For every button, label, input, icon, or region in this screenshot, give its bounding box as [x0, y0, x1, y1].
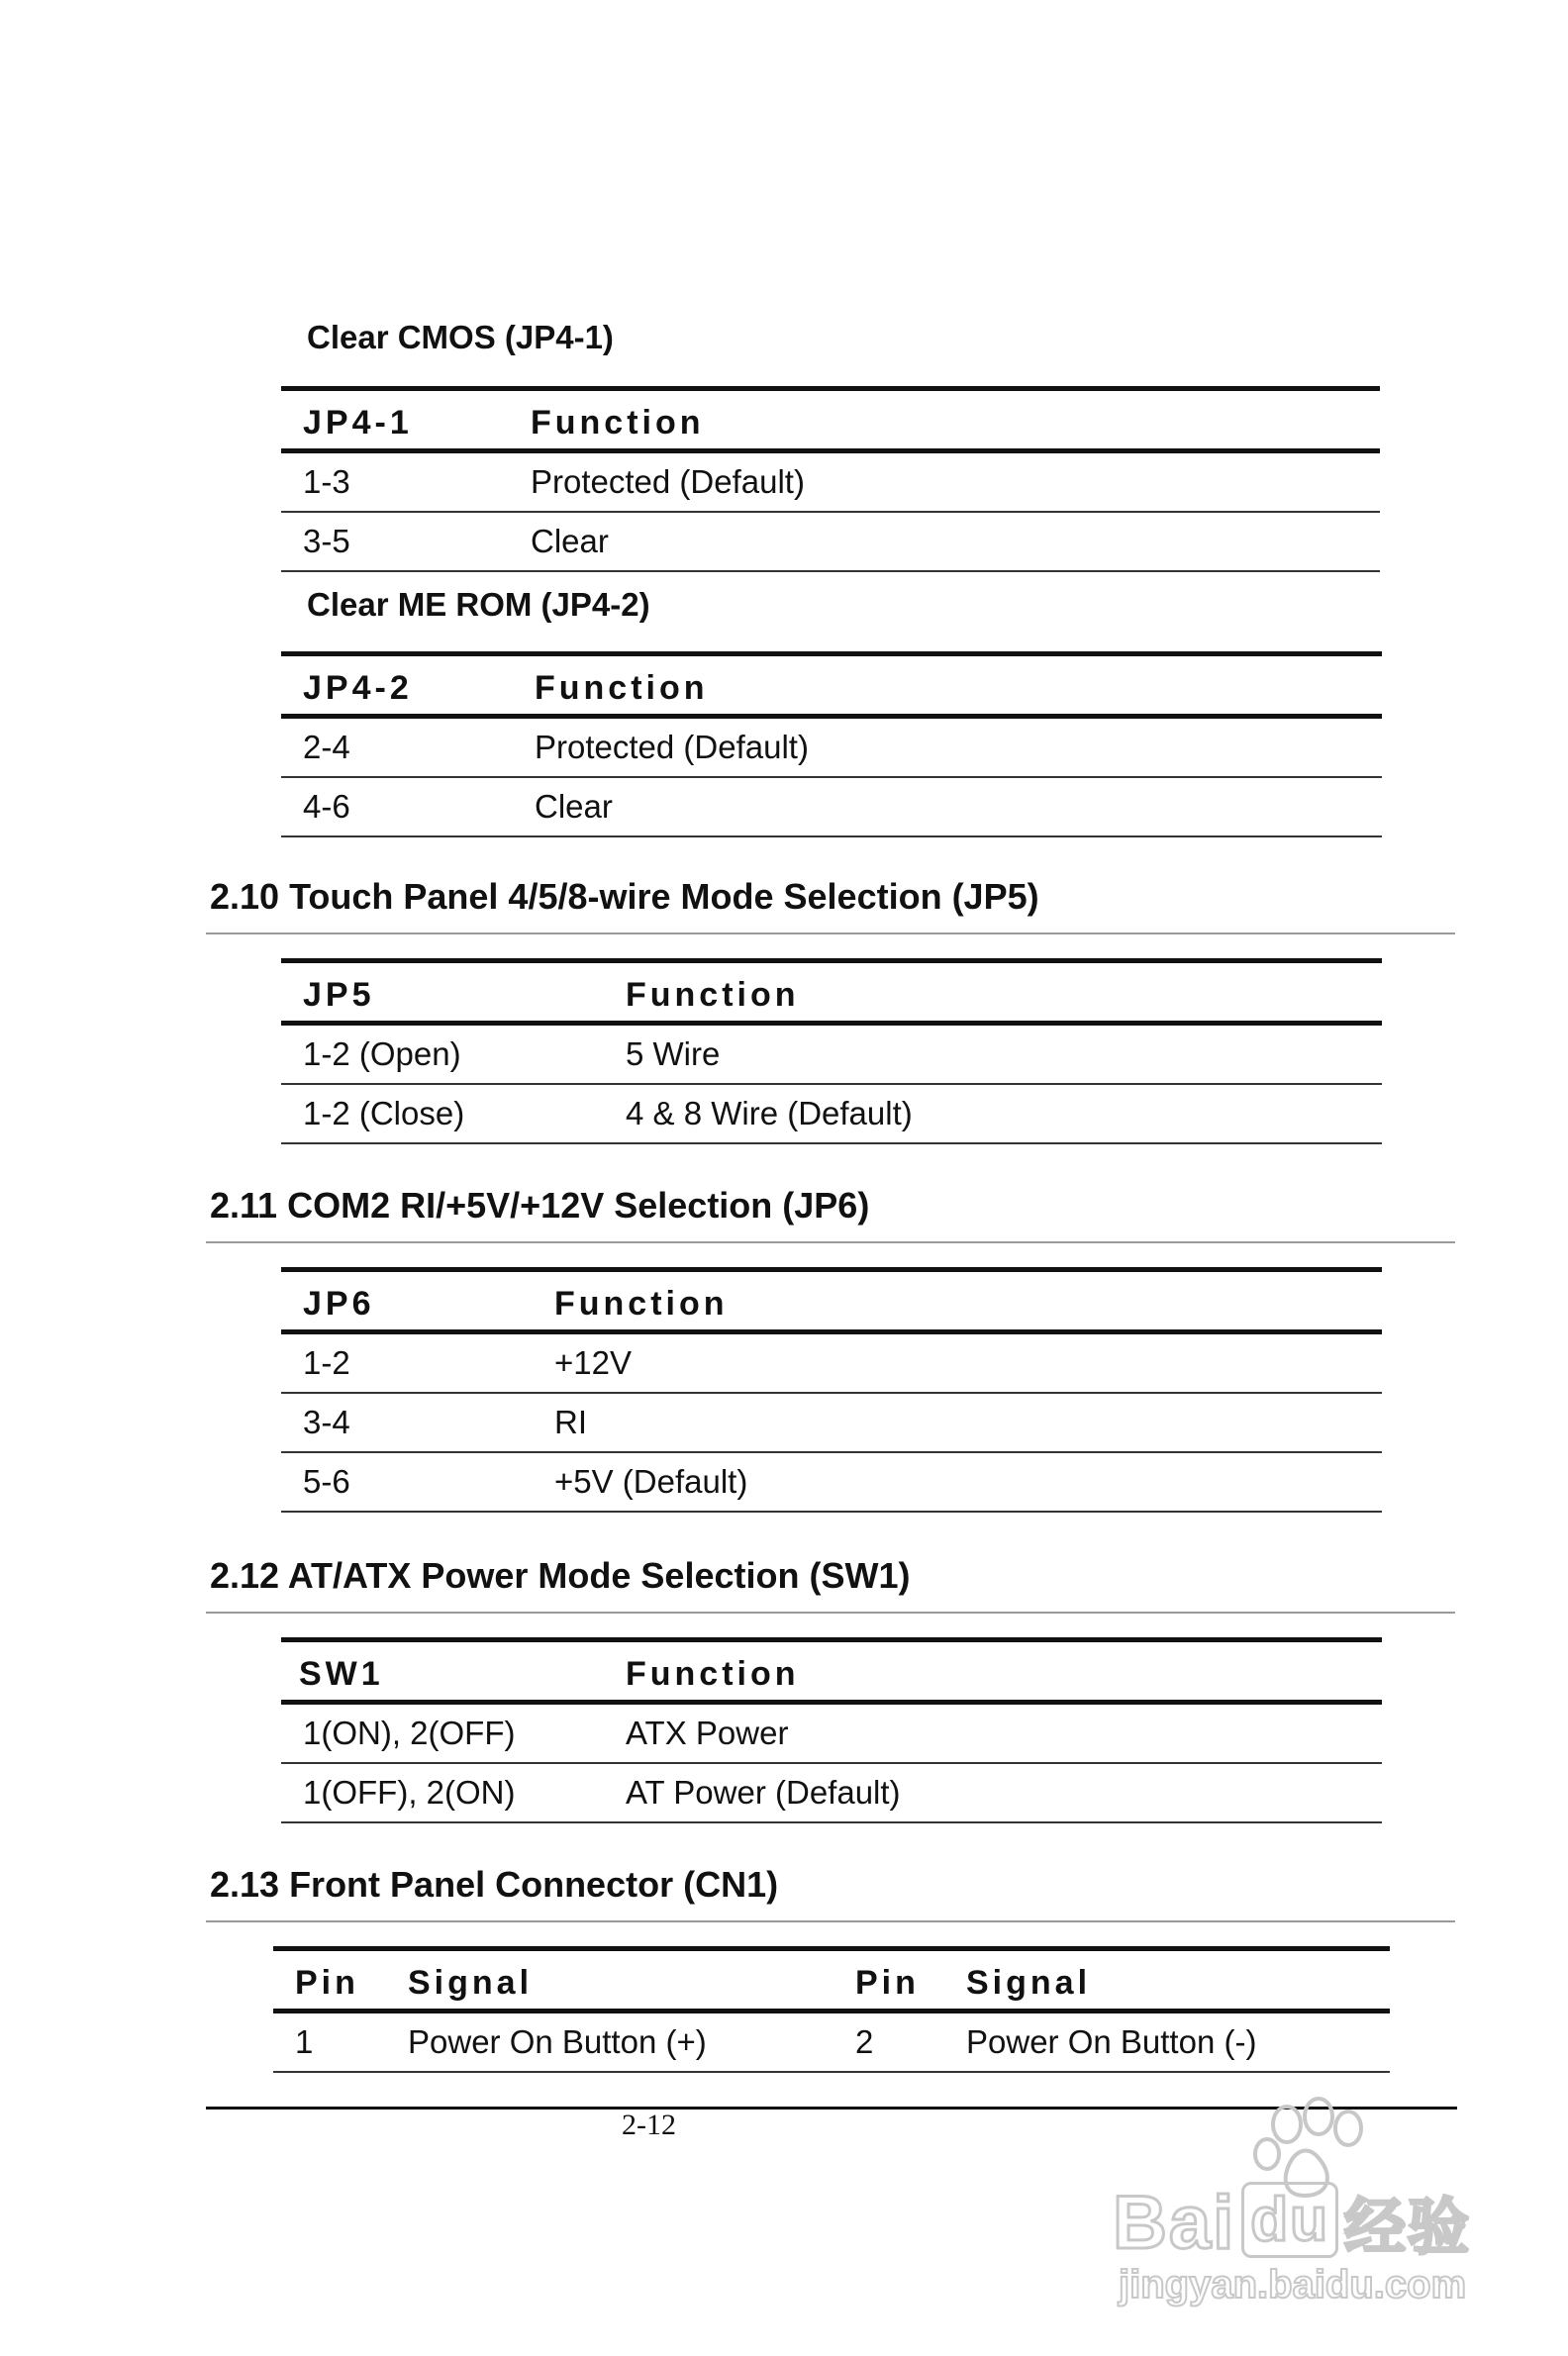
column-header: Function: [626, 1640, 1382, 1703]
jp5-table: [281, 958, 1382, 1144]
column-header: SW1: [281, 1640, 626, 1703]
jumper-function: Protected (Default): [535, 717, 1382, 778]
table-row: [281, 1703, 1382, 1764]
table-header-row: [281, 1640, 1382, 1703]
section-2-13-title: 2.13 Front Panel Connector (CN1): [210, 1864, 779, 1905]
clear-me-rom-title: Clear ME ROM (JP4-2): [307, 586, 650, 623]
table-row: [281, 1393, 1382, 1452]
watermark-brand-cn: 经验: [1344, 2191, 1472, 2263]
watermark-brand: [1113, 2178, 1471, 2266]
table-header-row: [281, 961, 1382, 1024]
table-row: [281, 717, 1382, 778]
table-row: [281, 1763, 1382, 1822]
table-row: [281, 1332, 1382, 1394]
table-row: [281, 1024, 1382, 1085]
section-2-10-title: 2.10 Touch Panel 4/5/8-wire Mode Selection (JP5): [210, 876, 1039, 917]
table-header-row: [281, 1270, 1382, 1332]
section-2-12-title: 2.12 AT/ATX Power Mode Selection (SW1): [210, 1555, 911, 1596]
table-row: [281, 451, 1380, 513]
jumper-setting: 1-2: [281, 1332, 554, 1394]
column-header: Function: [626, 961, 1382, 1024]
jumper-setting: 5-6: [281, 1452, 554, 1512]
jumper-setting: 3-4: [281, 1393, 554, 1452]
table-row: [281, 1452, 1382, 1512]
table-row: [281, 512, 1380, 571]
pin-signal: Power On Button (+): [408, 2012, 855, 2073]
column-header: Function: [554, 1270, 1382, 1332]
clear-cmos-table: [281, 386, 1380, 572]
table-header-row: [273, 1949, 1390, 2012]
jumper-setting: 4-6: [281, 777, 535, 836]
pin-number: 1: [273, 2012, 408, 2073]
jumper-setting: 2-4: [281, 717, 535, 778]
pin-number: 2: [855, 2012, 966, 2073]
table-row: [273, 2012, 1390, 2073]
switch-setting: 1(OFF), 2(ON): [281, 1763, 626, 1822]
jumper-function: 4 & 8 Wire (Default): [626, 1084, 1382, 1143]
column-header: Signal: [966, 1949, 1390, 2012]
section-divider: [206, 1920, 1455, 1922]
table-header-row: [281, 654, 1382, 717]
cn1-table: [273, 1946, 1390, 2073]
section-divider: [206, 1241, 1455, 1243]
column-header: JP4-2: [281, 654, 535, 717]
clear-me-rom-table: [281, 651, 1382, 837]
watermark-url: jingyan.baidu.com: [1119, 2263, 1467, 2307]
switch-setting: 1(ON), 2(OFF): [281, 1703, 626, 1764]
pin-signal: Power On Button (-): [966, 2012, 1390, 2073]
jumper-function: +12V: [554, 1332, 1382, 1394]
column-header: Pin: [273, 1949, 408, 2012]
jumper-setting: 1-2 (Close): [281, 1084, 626, 1143]
section-divider: [206, 933, 1455, 934]
jumper-setting: 1-2 (Open): [281, 1024, 626, 1085]
jumper-function: Clear: [535, 777, 1382, 836]
column-header: Pin: [855, 1949, 966, 2012]
jumper-setting: 3-5: [281, 512, 531, 571]
jumper-function: +5V (Default): [554, 1452, 1382, 1512]
column-header: Signal: [408, 1949, 855, 2012]
watermark-brand-box: du: [1241, 2182, 1338, 2258]
table-row: [281, 777, 1382, 836]
column-header: JP6: [281, 1270, 554, 1332]
baidu-jingyan-watermark: [1099, 2097, 1475, 2307]
switch-function: ATX Power: [626, 1703, 1382, 1764]
page-number: 2-12: [622, 2109, 676, 2141]
table-row: [281, 1084, 1382, 1143]
column-header: Function: [531, 389, 1380, 451]
jumper-function: 5 Wire: [626, 1024, 1382, 1085]
sw1-table: [281, 1637, 1382, 1823]
column-header: JP4-1: [281, 389, 531, 451]
jumper-function: RI: [554, 1393, 1382, 1452]
clear-cmos-title: Clear CMOS (JP4-1): [307, 319, 614, 355]
column-header: JP5: [281, 961, 626, 1024]
watermark-brand-latin: Bai: [1113, 2181, 1236, 2265]
section-2-11-title: 2.11 COM2 RI/+5V/+12V Selection (JP6): [210, 1185, 870, 1226]
column-header: Function: [535, 654, 1382, 717]
section-divider: [206, 1612, 1455, 1614]
jumper-function: Protected (Default): [531, 451, 1380, 513]
jp6-table: [281, 1267, 1382, 1513]
jumper-setting: 1-3: [281, 451, 531, 513]
switch-function: AT Power (Default): [626, 1763, 1382, 1822]
table-header-row: [281, 389, 1380, 451]
jumper-function: Clear: [531, 512, 1380, 571]
